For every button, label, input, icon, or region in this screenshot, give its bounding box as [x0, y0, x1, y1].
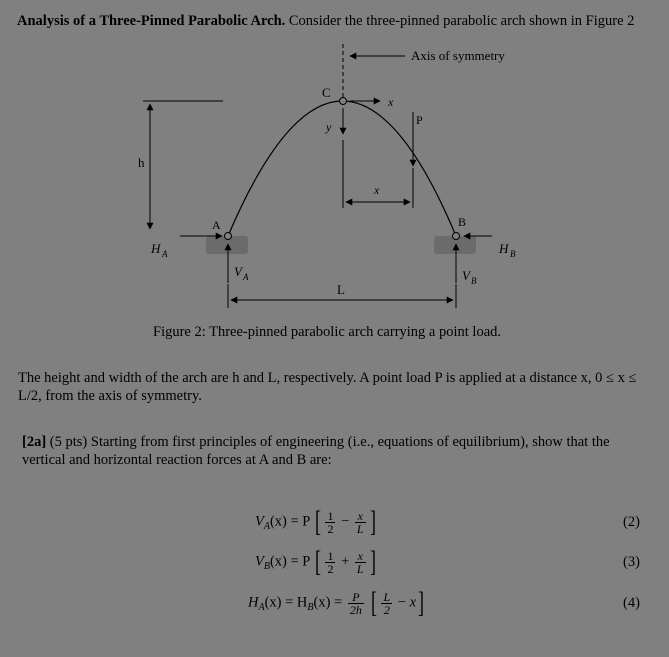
label-HA: H [151, 241, 161, 256]
label-y: y [326, 120, 332, 134]
label-A: A [212, 218, 221, 232]
question-text: (5 pts) Starting from first principles of engineering (i.e., equations of equilibrium), show that the vertical and horizontal reaction forces at A and B are: [22, 434, 610, 468]
equation-VB: $V_B(x) = P$ [ $\frac{1}{2}$ + $\frac{x}{L}$ ] [255, 545, 376, 578]
question-tag: [2a] [22, 434, 47, 450]
equation-number-2: (2) [623, 514, 640, 530]
label-x-mid: x [374, 183, 380, 197]
question-2a [22, 433, 647, 469]
figure-caption: Figure 2: Three-pinned parabolic arch carrying a point load. [153, 324, 502, 340]
equation-HA-HB: $H_A(x) = H_B(x)$ = $\frac{P}{2h}$ [ $\frac{L}{2}$ − x] [248, 586, 425, 619]
crown-pin-C [340, 98, 347, 105]
label-h: h [138, 155, 145, 170]
label-VB: V [462, 268, 470, 283]
arch-figure [0, 0, 669, 320]
label-P: P [416, 113, 423, 127]
support-pin-A [225, 233, 232, 240]
problem-paragraph: The height and width of the arch are h and L, respectively. A point load P is applied at a distance x, 0 ≤ x ≤ L/2, from the axis of symmetry. [18, 370, 637, 404]
support-pin-B [453, 233, 460, 240]
equation-number-4: (4) [623, 595, 640, 611]
equation-number-3: (3) [623, 554, 640, 570]
label-B: B [458, 215, 467, 229]
label-HB-sub: B [510, 249, 516, 259]
label-VA-sub: A [243, 272, 249, 282]
title-rest: Consider the three-pinned parabolic arch shown in Figure 2 [285, 13, 635, 29]
equation-VA: $V_A(x) = P$ [ $\frac{1}{2}$ − $\frac{x}{L}$ ] [255, 505, 376, 538]
title-bold: Analysis of a Three-Pinned Parabolic Arch. [17, 13, 286, 29]
label-HA-sub: A [162, 249, 168, 259]
label-C: C [322, 85, 331, 100]
label-VB-sub: B [471, 276, 477, 286]
label-HB: H [499, 241, 509, 256]
label-VA: V [234, 264, 242, 279]
label-x-top: x [388, 95, 394, 109]
label-L: L [337, 282, 345, 297]
axis-of-symmetry-label: Axis of symmetry [411, 48, 505, 63]
